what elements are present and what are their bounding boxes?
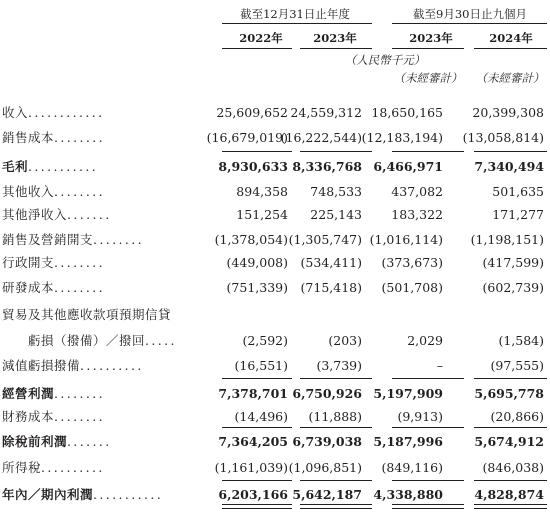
row-value-col-4: 5,695,778 <box>474 386 544 401</box>
row-label-text: 其他收入 <box>2 184 55 199</box>
row-value-col-3: – <box>436 358 443 373</box>
row-value-col-3: (12,183,194) <box>361 130 443 145</box>
row-value-col-2: (1,096,851) <box>288 460 362 475</box>
row-value-col-2: 225,143 <box>310 207 362 222</box>
row-leader-dots: ........ <box>54 409 106 424</box>
row-label-text: 年內／期內利潤 <box>2 487 94 502</box>
row-label-text: 除稅前利潤 <box>2 434 68 449</box>
row-value-col-1: 8,930,633 <box>218 159 288 174</box>
row-value-col-2: (1,305,747) <box>288 232 362 247</box>
row-label <box>2 459 105 477</box>
row-leader-dots: .......... <box>41 460 105 475</box>
row-value-col-4: (602,739) <box>482 280 544 295</box>
row-leader-dots: ........... <box>93 487 164 502</box>
subtotal-rule-operating-profit-1 <box>222 378 292 379</box>
table-row <box>0 279 550 303</box>
subtotal-rule-gross-profit-2 <box>300 151 372 152</box>
row-label <box>2 357 144 375</box>
subtotal-rule-profit-before-tax-1 <box>222 427 292 428</box>
row-label-text: 銷售成本 <box>2 130 55 145</box>
table-row <box>0 104 550 128</box>
row-leader-dots: ............ <box>28 105 105 120</box>
row-value-col-2: 748,533 <box>310 184 362 199</box>
row-value-col-3: 437,082 <box>391 184 443 199</box>
subtotal-rule-gross-profit-4 <box>474 151 547 152</box>
row-value-col-4: 7,340,494 <box>474 159 544 174</box>
row-value-col-2: 24,559,312 <box>290 105 362 120</box>
table-row <box>0 332 550 356</box>
subtotal-rule-profit-3 <box>392 480 464 481</box>
header-unit-label: （人民幣千元） <box>344 53 426 67</box>
header-year-rule-1 <box>222 48 292 49</box>
row-label-text: 毛利 <box>2 159 29 174</box>
row-value-col-1: (16,679,019) <box>206 130 288 145</box>
row-label <box>2 408 105 426</box>
subtotal-rule-operating-profit-2 <box>300 378 372 379</box>
row-label <box>2 231 144 249</box>
table-row <box>0 254 550 278</box>
row-value-col-2: 6,750,926 <box>292 386 362 401</box>
row-value-col-4: (417,599) <box>482 255 544 270</box>
total-double-rule-1 <box>222 504 292 509</box>
row-value-col-4: 501,635 <box>492 184 544 199</box>
table-row <box>0 158 550 182</box>
header-group-year-ended-rule <box>222 23 372 24</box>
header-year-rule-3 <box>392 48 464 49</box>
total-double-rule-2 <box>300 504 372 509</box>
subtotal-rule-profit-2 <box>300 480 372 481</box>
row-value-col-1: (751,339) <box>226 280 288 295</box>
row-label <box>2 279 105 297</box>
row-label <box>2 206 112 224</box>
row-value-col-2: (715,418) <box>300 280 362 295</box>
row-value-col-3: (849,116) <box>381 460 443 475</box>
subtotal-rule-profit-1 <box>222 480 292 481</box>
row-label-text: 財務成本 <box>2 409 55 424</box>
row-value-col-3: (501,708) <box>381 280 443 295</box>
table-row <box>0 408 550 432</box>
row-leader-dots: ........... <box>28 159 99 174</box>
header-year-4: 2024年 <box>489 31 533 45</box>
row-label-text: 減值虧損撥備 <box>2 358 81 373</box>
row-label-text: 所得稅 <box>2 460 42 475</box>
header-year-rule-2 <box>300 48 372 49</box>
table-row <box>0 129 550 153</box>
row-value-col-4: (1,198,151) <box>470 232 544 247</box>
row-label-text: 銷售及營銷開支 <box>2 232 94 247</box>
row-label-text: 虧損（撥備）／撥回 <box>2 333 146 348</box>
row-value-col-4: 171,277 <box>492 207 544 222</box>
row-value-col-3: 183,322 <box>391 207 443 222</box>
table-row <box>0 385 550 409</box>
row-label <box>2 183 105 201</box>
row-value-col-4: 20,399,308 <box>472 105 544 120</box>
row-value-col-2: 8,336,768 <box>292 159 362 174</box>
header-year-2: 2023年 <box>313 31 357 45</box>
row-value-col-4: 4,828,874 <box>474 487 544 502</box>
header-year-rule-4 <box>474 48 547 49</box>
row-value-col-3: 6,466,971 <box>373 159 443 174</box>
row-value-col-1: (1,378,054) <box>214 232 288 247</box>
row-value-col-4: (97,555) <box>490 358 544 373</box>
row-label-text: 其他淨收入 <box>2 207 68 222</box>
row-label <box>2 486 163 504</box>
row-label <box>2 158 98 176</box>
row-value-col-1: 7,364,205 <box>218 434 288 449</box>
row-value-col-2: (11,888) <box>308 409 362 424</box>
row-value-col-2: 6,739,038 <box>292 434 362 449</box>
row-value-col-1: 151,254 <box>236 207 288 222</box>
header-unaudited-label-2: （未經審計） <box>475 71 545 85</box>
row-leader-dots: ........ <box>54 386 106 401</box>
row-label <box>2 433 112 451</box>
row-value-col-2: (534,411) <box>300 255 362 270</box>
subtotal-rule-gross-profit-3 <box>392 151 464 152</box>
row-label-text: 經營利潤 <box>2 386 55 401</box>
header-year-3: 2023年 <box>409 31 453 45</box>
row-value-col-2: (203) <box>328 333 362 348</box>
row-leader-dots: ........ <box>93 232 145 247</box>
row-label <box>2 254 105 272</box>
table-row <box>0 306 550 330</box>
row-value-col-4: (13,058,814) <box>462 130 544 145</box>
header-group-nine-months-rule <box>392 23 547 24</box>
row-value-col-1: 7,378,701 <box>218 386 288 401</box>
header-year-1: 2022年 <box>239 31 283 45</box>
row-value-col-1: (16,551) <box>234 358 288 373</box>
row-value-col-2: 5,642,187 <box>292 487 362 502</box>
row-value-col-3: 5,197,909 <box>373 386 443 401</box>
row-value-col-1: 894,358 <box>236 184 288 199</box>
row-leader-dots: ........ <box>54 280 106 295</box>
table-row <box>0 206 550 230</box>
total-double-rule-4 <box>474 504 547 509</box>
subtotal-rule-gross-profit-1 <box>222 151 292 152</box>
row-value-col-3: (373,673) <box>381 255 443 270</box>
row-label-text: 貿易及其他應收款項預期信貸 <box>2 307 172 322</box>
row-value-col-1: (1,161,039) <box>214 460 288 475</box>
row-value-col-4: 5,674,912 <box>474 434 544 449</box>
row-value-col-3: 4,338,880 <box>373 487 443 502</box>
row-leader-dots: .......... <box>80 358 144 373</box>
row-leader-dots: ........ <box>54 255 106 270</box>
row-value-col-2: (3,739) <box>316 358 362 373</box>
header-group-year-ended: 截至12月31日止年度 <box>240 7 350 21</box>
row-label <box>2 306 171 324</box>
row-value-col-2: (16,222,544) <box>280 130 362 145</box>
row-value-col-3: 2,029 <box>407 333 443 348</box>
row-label <box>2 129 105 147</box>
subtotal-rule-profit-before-tax-2 <box>300 427 372 428</box>
row-leader-dots: ........ <box>54 184 106 199</box>
subtotal-rule-profit-4 <box>474 480 547 481</box>
row-label <box>2 332 177 350</box>
row-value-col-3: 5,187,996 <box>373 434 443 449</box>
row-label-text: 收入 <box>2 105 29 120</box>
row-value-col-3: 18,650,165 <box>371 105 443 120</box>
row-value-col-1: 25,609,652 <box>216 105 288 120</box>
row-value-col-4: (846,038) <box>482 460 544 475</box>
row-value-col-1: (2,592) <box>242 333 288 348</box>
row-value-col-3: (9,913) <box>397 409 443 424</box>
row-value-col-4: (20,866) <box>490 409 544 424</box>
row-value-col-1: 6,203,166 <box>218 487 288 502</box>
row-label <box>2 385 105 403</box>
row-value-col-4: (1,584) <box>498 333 544 348</box>
header-group-nine-months: 截至9月30日止九個月 <box>413 7 527 21</box>
row-value-col-3: (1,016,114) <box>369 232 443 247</box>
subtotal-rule-profit-before-tax-4 <box>474 427 547 428</box>
row-label-text: 研發成本 <box>2 280 55 295</box>
subtotal-rule-profit-before-tax-3 <box>392 427 464 428</box>
row-value-col-1: (449,008) <box>226 255 288 270</box>
total-double-rule-3 <box>392 504 464 509</box>
table-row <box>0 433 550 457</box>
header-unaudited-label-1: （未經審計） <box>393 71 463 85</box>
table-row <box>0 231 550 255</box>
row-leader-dots: ....... <box>67 434 112 449</box>
row-leader-dots: ........ <box>54 130 106 145</box>
subtotal-rule-operating-profit-3 <box>392 378 464 379</box>
row-leader-dots: ..... <box>145 333 177 348</box>
row-value-col-1: (14,496) <box>234 409 288 424</box>
row-label-text: 行政開支 <box>2 255 55 270</box>
subtotal-rule-operating-profit-4 <box>474 378 547 379</box>
table-row <box>0 183 550 207</box>
row-leader-dots: ....... <box>67 207 112 222</box>
row-label <box>2 104 105 122</box>
